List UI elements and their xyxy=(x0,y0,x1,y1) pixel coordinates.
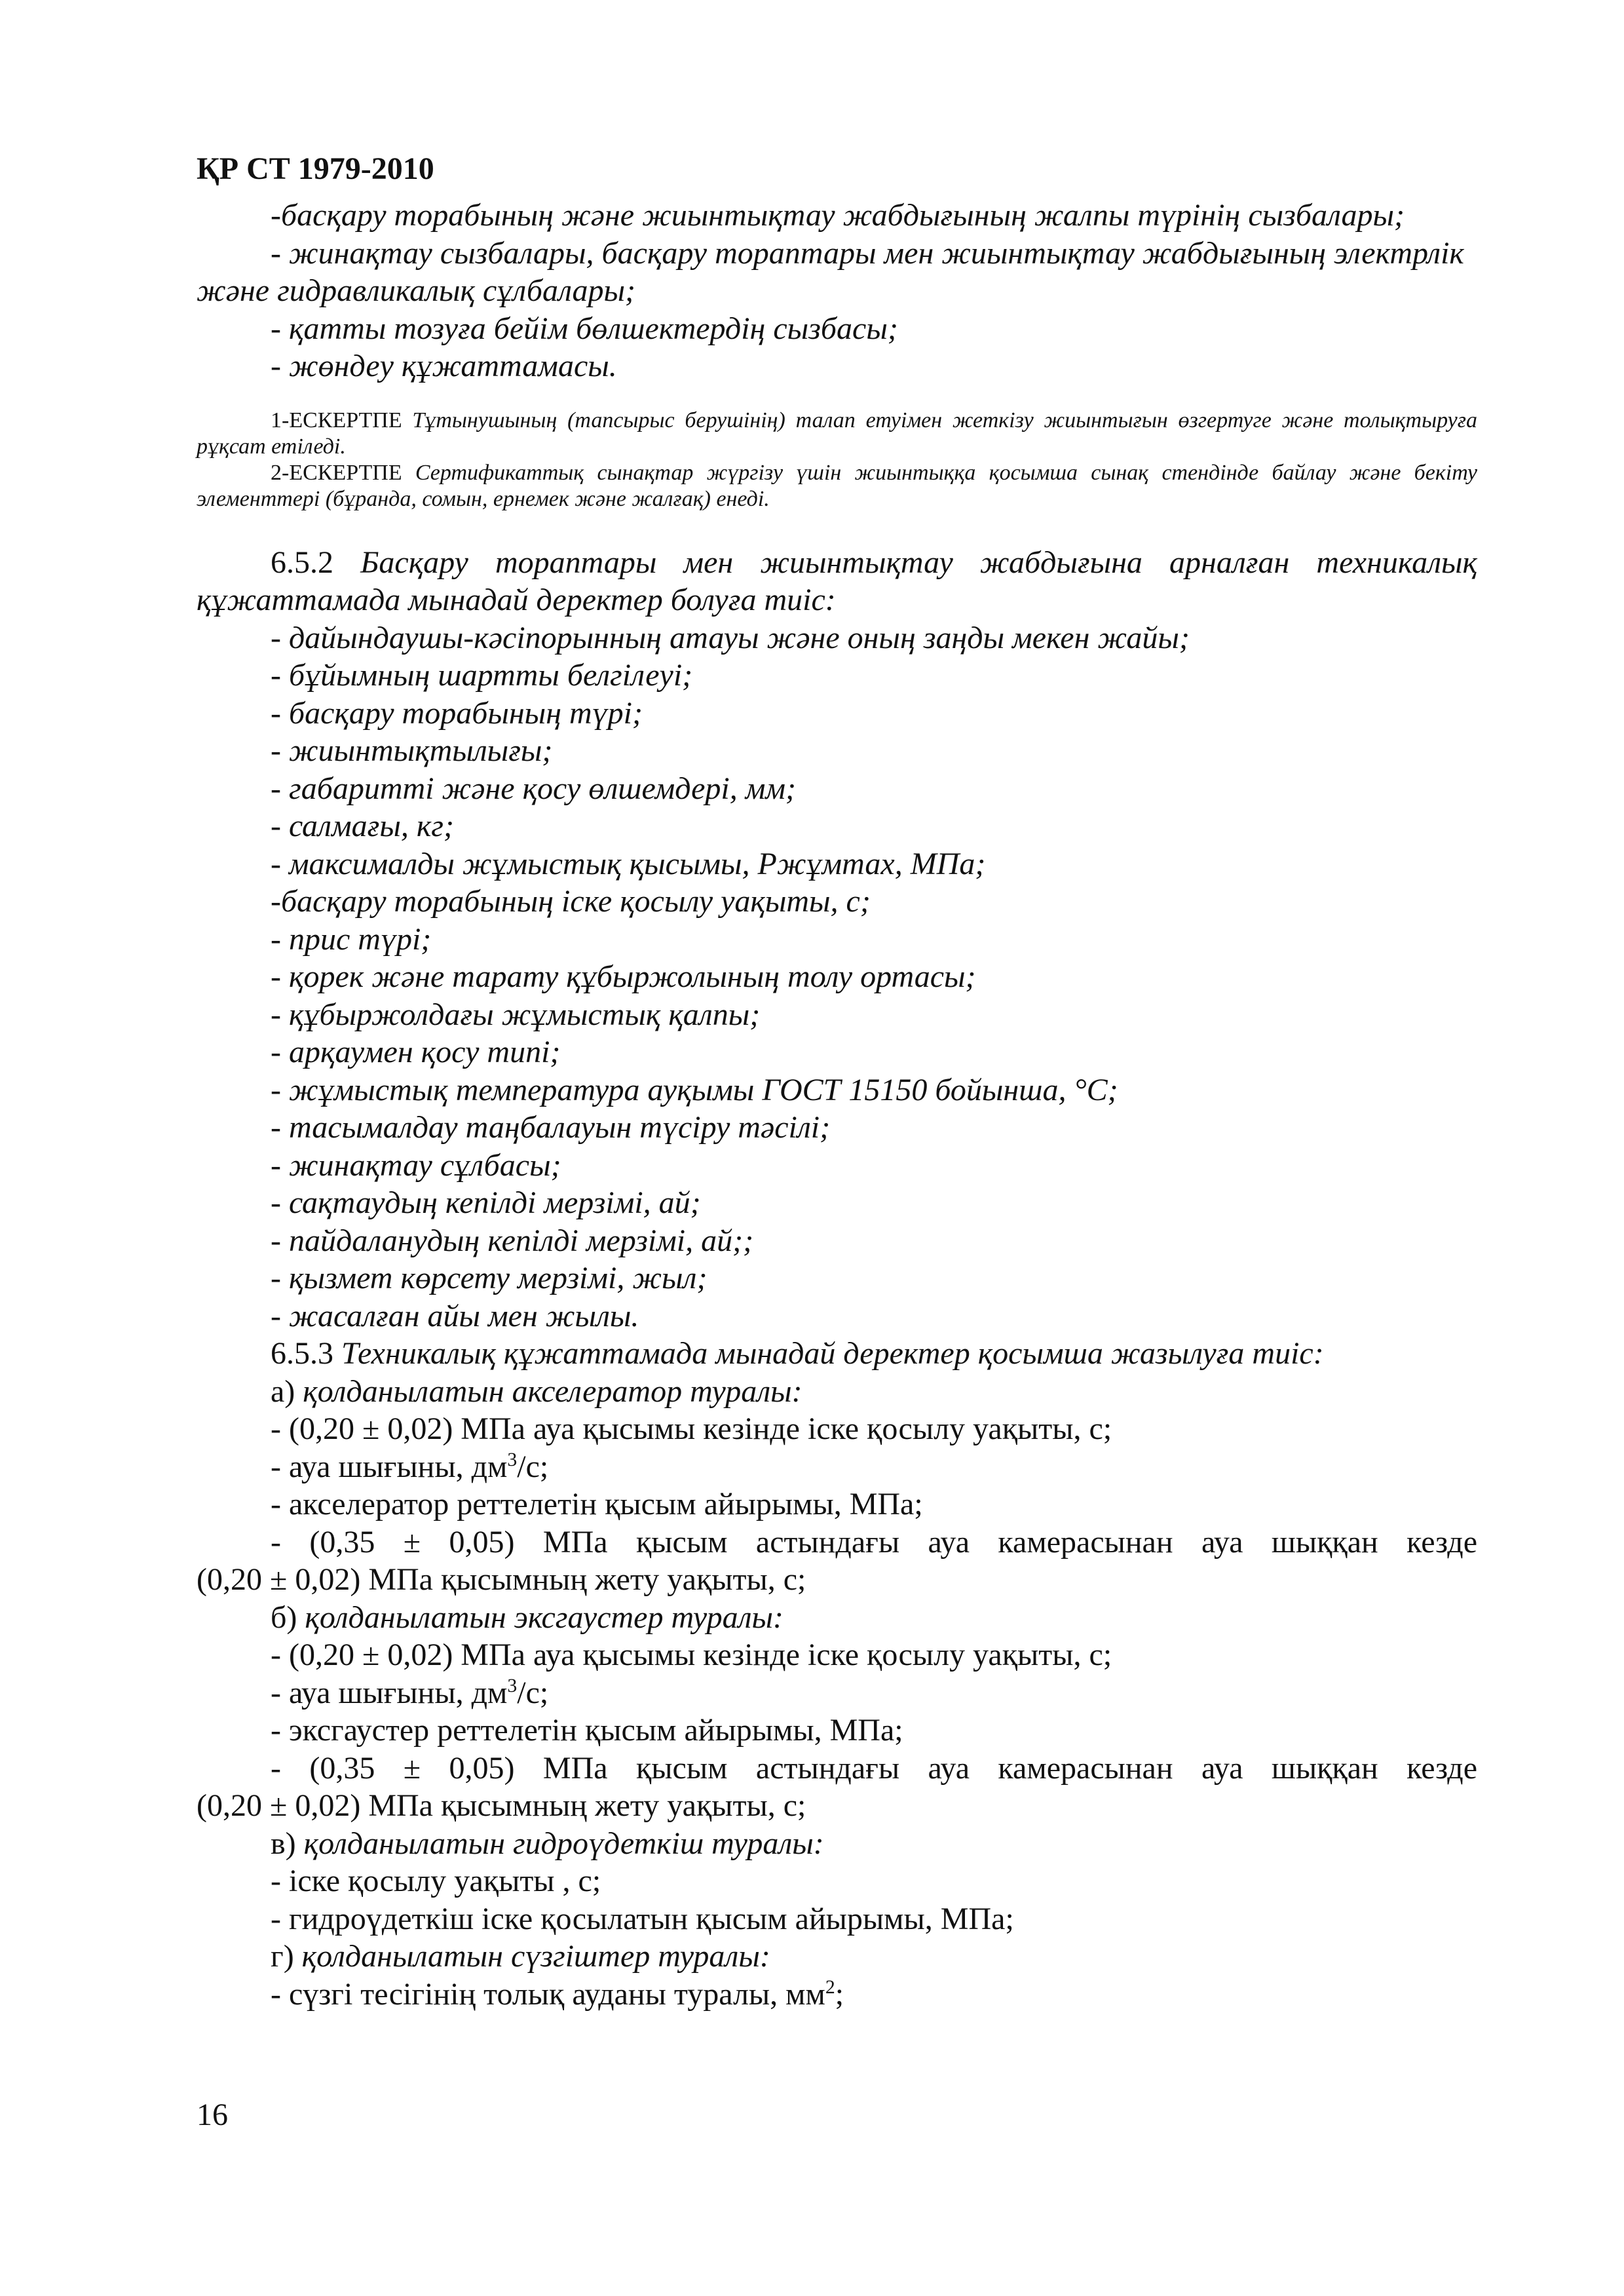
list-item: - акселератор реттелетін қысым айырымы, МПа; xyxy=(271,1487,923,1521)
subsection-title: қолданылатын эксгаустер туралы: xyxy=(305,1599,784,1635)
list-item xyxy=(197,1674,1477,1712)
section-number: 6.5.3 xyxy=(271,1336,333,1371)
note-1 xyxy=(197,408,1477,460)
flow-unit: /с; xyxy=(517,1449,549,1484)
list-item: - дайындаушы-кәсіпорынның атауы және оның заңды мекен жайы; xyxy=(271,620,1190,655)
list-item: - сақтаудың кепілді мерзімі, ай; xyxy=(271,1185,701,1220)
list-item: - құбыржолдағы жұмыстық қалпы; xyxy=(271,997,761,1032)
notes-block xyxy=(197,408,1477,512)
list-item: - қатты тозуға бейім бөлшектердің сызбасы; xyxy=(271,311,898,346)
list-item: - жасалған айы мен жылы. xyxy=(271,1298,639,1333)
list-item: - арқаумен қосу типі; xyxy=(271,1035,561,1069)
section-652-heading xyxy=(197,544,1477,619)
section-title: Техникалық құжаттамада мынадай деректер қосымша жазылуға тиіс: xyxy=(341,1336,1324,1371)
flow-exponent: 3 xyxy=(507,1674,518,1696)
list-item: -басқару торабының және жиынтықтау жабдығының жалпы түрінің сызбалары; xyxy=(271,198,1405,233)
section-652-list xyxy=(197,619,1477,1335)
list-item: - жинақтау сызбалары, басқару тораптары мен жиынтықтау жабдығының электрлік және гидравликалық сұлбалары; xyxy=(197,235,1464,308)
list-item: - іске қосылу уақыты , с; xyxy=(271,1864,601,1898)
list-item: - габаритті және қосу өлшемдері, мм; xyxy=(271,771,796,806)
section-title: Басқару тораптары мен жиынтықтау жабдығына арналған техникалық құжаттамада мынадай деректер болуға тиіс: xyxy=(197,545,1478,617)
subsection-label: г) xyxy=(271,1939,294,1974)
list-item-line-1: - (0,35 ± 0,05) МПа қысым астындағы ауа камерасынан ауа шыққан кезде xyxy=(271,1750,1477,1786)
list-item: - жинақтау сұлбасы; xyxy=(271,1147,561,1183)
flow-text: - ауа шығыны, дм xyxy=(271,1675,508,1710)
area-text: - сүзгі тесігінің толық ауданы туралы, мм xyxy=(271,1976,825,2012)
flow-exponent: 3 xyxy=(507,1448,518,1470)
subsection-label: а) xyxy=(271,1373,295,1409)
subsection-label: в) xyxy=(271,1826,296,1861)
list-item-line-2: (0,20 ± 0,02) МПа қысымның жету уақыты, с; xyxy=(197,1562,806,1597)
list-item: - пайдаланудың кепілді мерзімі, ай;; xyxy=(271,1223,754,1258)
list-item: - жиынтықтылығы; xyxy=(271,733,553,768)
note-text: Сертификаттық сынақтар жүргізу үшін жиынтыққа қосымша сынақ стендінде байлау және бекіту элементтері (бұранда, сомын, ернемек және жалғақ) енеді. xyxy=(197,460,1477,511)
list-item: - тасымалдау таңбалауын түсіру тәсілі; xyxy=(271,1110,831,1145)
subsection-label: б) xyxy=(271,1599,297,1635)
page-number: 16 xyxy=(197,2097,228,2132)
note-label: 2-ЕСКЕРТПЕ xyxy=(271,460,402,485)
list-item: - (0,20 ± 0,02) МПа ауа қысымы кезінде іске қосылу уақыты, с; xyxy=(271,1637,1112,1672)
list-item: - басқару торабының түрі; xyxy=(271,695,643,731)
list-item: - (0,20 ± 0,02) МПа ауа қысымы кезінде іске қосылу уақыты, с; xyxy=(271,1411,1112,1446)
section-number: 6.5.2 xyxy=(271,545,333,580)
list-item: - жөндеу құжаттамасы. xyxy=(271,349,617,383)
subsection-title: қолданылатын акселератор туралы: xyxy=(303,1373,803,1409)
list-item: - гидроүдеткіш іске қосылатын қысым айырымы, МПа; xyxy=(271,1901,1014,1936)
subsection-title: қолданылатын гидроүдеткіш туралы: xyxy=(303,1826,824,1861)
list-item: - прис түрі; xyxy=(271,921,432,957)
note-2 xyxy=(197,460,1477,512)
subsection-title: қолданылатын сүзгіштер туралы: xyxy=(301,1939,770,1974)
list-item: - бұйымның шартты белгілеуі; xyxy=(271,658,693,693)
standard-code-header: ҚР СТ 1979-2010 xyxy=(197,151,434,186)
area-unit: ; xyxy=(835,1976,844,2012)
page-body xyxy=(197,197,1477,2013)
list-item: - салмағы, кг; xyxy=(271,809,455,843)
subsection-heading xyxy=(197,1599,1477,1637)
list-item: - қорек және тарату құбыржолының толу ортасы; xyxy=(271,959,976,994)
area-exponent: 2 xyxy=(825,1976,835,1998)
flow-unit: /с; xyxy=(517,1675,549,1710)
list-item: - эксгаустер реттелетін қысым айырымы, МПа; xyxy=(271,1713,903,1748)
flow-text: - ауа шығыны, дм xyxy=(271,1449,508,1484)
note-label: 1-ЕСКЕРТПЕ xyxy=(271,408,402,432)
subsection-heading xyxy=(197,1938,1477,1976)
list-item: - жұмыстық температура ауқымы ГОСТ 15150 бойынша, °С; xyxy=(271,1072,1118,1107)
list-item: - максималды жұмыстық қысымы, Ржұмтах, МПа; xyxy=(271,846,986,881)
subsection-heading xyxy=(197,1373,1477,1411)
note-text: Тұтынушының (тапсырыс берушінің) талап етуімен жеткізу жиынтығын өзгертуге және толықтыруға рұқсат етіледі. xyxy=(197,408,1478,459)
section-653-heading xyxy=(197,1335,1477,1373)
list-item-line-1: - (0,35 ± 0,05) МПа қысым астындағы ауа камерасынан ауа шыққан кезде xyxy=(271,1524,1477,1559)
list-item xyxy=(197,1448,1477,1486)
list-item: - қызмет көрсету мерзімі, жыл; xyxy=(271,1261,708,1295)
subsection-heading xyxy=(197,1825,1477,1863)
list-item: -басқару торабының іске қосылу уақыты, с; xyxy=(271,884,871,919)
list-item-line-2: (0,20 ± 0,02) МПа қысымның жету уақыты, с; xyxy=(197,1788,806,1823)
list-item xyxy=(197,1976,1477,2014)
